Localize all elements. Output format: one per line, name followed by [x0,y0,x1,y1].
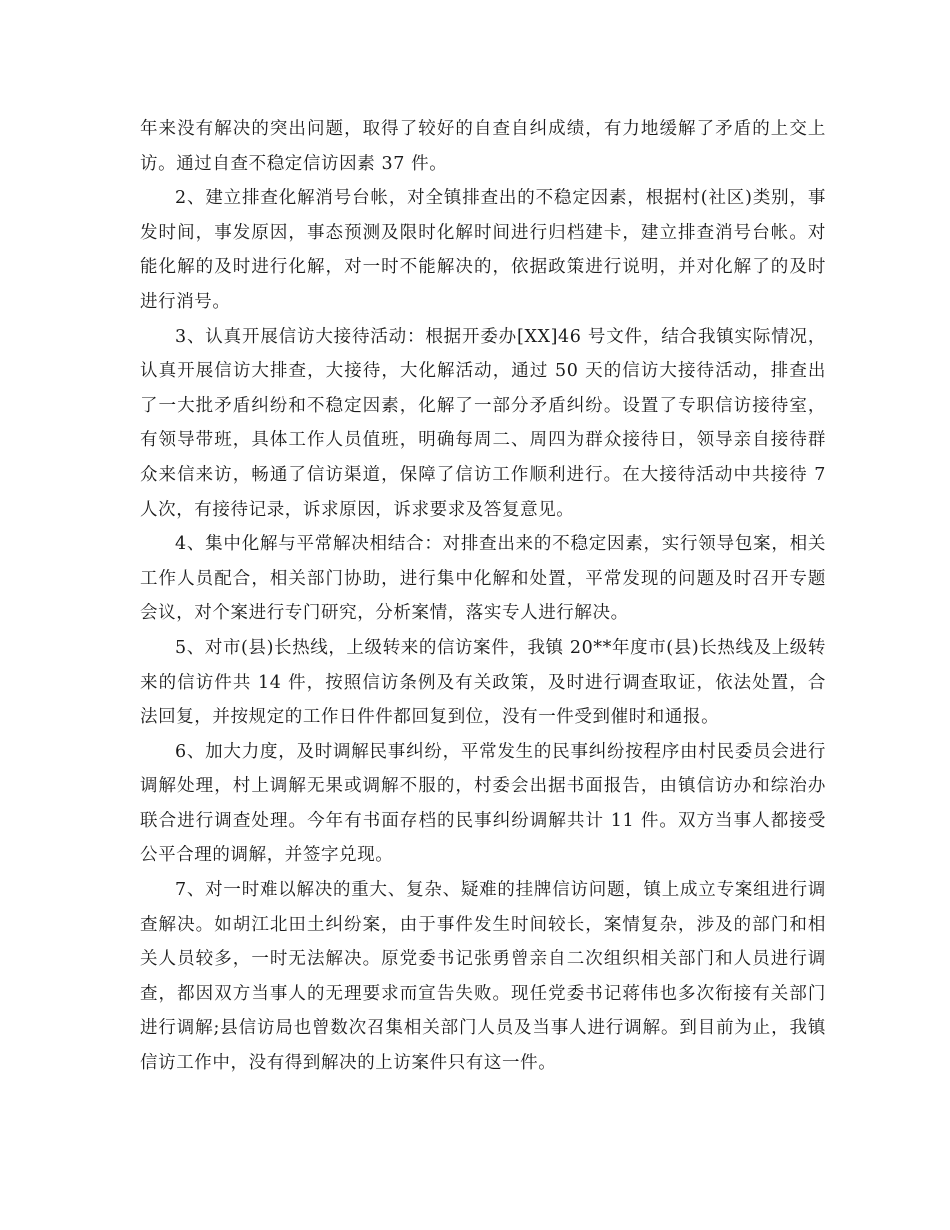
paragraph-item-3: 3、认真开展信访大接待活动：根据开委办[XX]46 号文件，结合我镇实际情况，认真开展信访大排查，大接待，大化解活动，通过 50 天的信访大接待活动，排查出了一大批矛盾纠纷和不稳定因素，化解了一部分矛盾纠纷。设置了专职信访接待室，有领导带班，具体工作人员值班，明确每周二、周四为群众接待日，领导亲自接待群众来信来访，畅通了信访渠道，保障了信访工作顺利进行。在大接待活动中共接待 7 人次，有接待记录，诉求原因，诉求要求及答复意见。 [140,326,826,520]
paragraph-item-5: 5、对市(县)长热线，上级转来的信访案件，我镇 20**年度市(县)长热线及上级转来的信访件共 14 件，按照信访条例及有关政策，及时进行调查取证，依法处置，合法回复，并按规定的工作日件件都回复到位，没有一件受到催时和通报。 [140,637,826,728]
paragraph-item-2: 2、建立排查化解消号台帐，对全镇排查出的不稳定因素，根据村(社区)类别，事发时间，事发原因，事态预测及限时化解时间进行归档建卡，建立排查消号台帐。对能化解的及时进行化解，对一时不能解决的，依据政策进行说明，并对化解了的及时进行消号。 [140,188,826,312]
paragraph-item-4: 4、集中化解与平常解决相结合：对排查出来的不稳定因素，实行领导包案，相关工作人员配合，相关部门协助，进行集中化解和处置，平常发现的问题及时召开专题会议，对个案进行专门研究，分析案情，落实专人进行解决。 [140,534,826,624]
paragraph-item-6: 6、加大力度，及时调解民事纠纷，平常发生的民事纠纷按程序由村民委员会进行调解处理，村上调解无果或调解不服的，村委会出据书面报告，由镇信访办和综治办联合进行调查处理。今年有书面存档的民事纠纷调解共计 11 件。双方当事人都接受公平合理的调解，并签字兑现。 [140,741,826,866]
document-body [140,112,826,1081]
paragraph-continuation: 年来没有解决的突出问题，取得了较好的自查自纠成绩，有力地缓解了矛盾的上交上访。通过自查不稳定信访因素 37 件。 [140,119,826,174]
paragraph-item-7: 7、对一时难以解决的重大、复杂、疑难的挂牌信访问题，镇上成立专案组进行调查解决。如胡江北田土纠纷案，由于事件发生时间较长，案情复杂，涉及的部门和相关人员较多，一时无法解决。原党委书记张勇曾亲自二次组织相关部门和人员进行调查，都因双方当事人的无理要求而宣告失败。现任党委书记蒋伟也多次衔接有关部门进行调解;县信访局也曾数次召集相关部门人员及当事人进行调解。到目前为止，我镇信访工作中，没有得到解决的上访案件只有这一件。 [140,880,826,1074]
